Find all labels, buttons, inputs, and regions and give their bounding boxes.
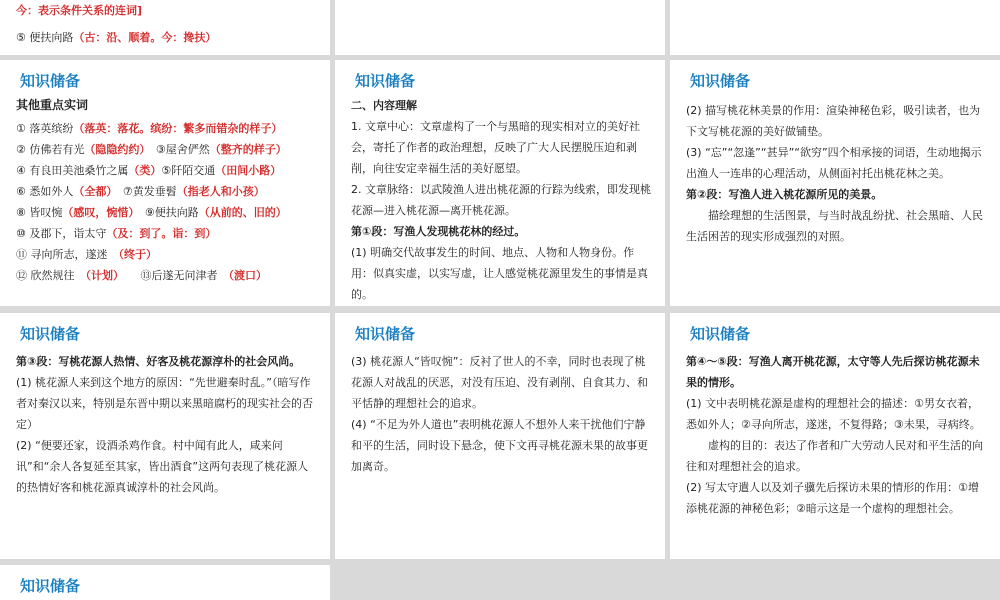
paragraph: 1. 文章中心：文章虚构了一个与黑暗的现实相对立的美好社会，寄托了作者的政治理想，反映了广大人民摆脱压迫和剥削，向往安定幸福生活的美好愿望。 [351, 120, 640, 175]
slide-8-content [351, 351, 651, 477]
slide-2 [335, 0, 665, 55]
section-heading: 二、内容理解 [351, 99, 417, 112]
slide-title: 知识储备 [20, 325, 81, 343]
paragraph: (3) “忘”“忽逢”“甚异”“欲穷”四个相承接的词语，生动地揭示出渔人一连串的心理活动，从侧面衬托出桃花林之美。 [686, 146, 982, 180]
vocab-line: ② 仿佛若有光（隐隐约约） ③屋舍俨然（整齐的样子） [16, 143, 287, 156]
paragraph-heading: 第①段：写渔人发现桃花林的经过。 [351, 225, 526, 238]
slide-title: 知识储备 [690, 72, 751, 90]
vocab-line: ⑥ 悉如外人（全都） ⑦黄发垂髫（指老人和小孩） [16, 185, 265, 198]
slide-title: 知识储备 [355, 325, 416, 343]
vocab-line: ⑧ 皆叹惋（感叹，惋惜） ⑨便扶向路（从前的、旧的） [16, 206, 287, 219]
slide-7-content [16, 351, 316, 498]
vocab-line: ⑩ 及郡下，诣太守（及：到了。诣：到） [16, 227, 217, 240]
slide-title: 知识储备 [690, 325, 751, 343]
slide-6 [670, 60, 1000, 306]
vocab-line: ⑪ 寻向所志，遂迷 （终于） [16, 248, 157, 261]
paragraph-heading: 第④～⑤段：写渔人离开桃花源，太守等人先后探访桃花源未果的情形。 [686, 355, 980, 389]
paragraph: 虚构的目的：表达了作者和广大劳动人民对和平生活的向往和对理想社会的追求。 [686, 439, 983, 473]
paragraph: (1) 明确交代故事发生的时间、地点、人物和人物身份。作用：似真实虚，以实写虚，让人感觉桃花源里发生的事情是真的。 [351, 246, 648, 301]
text-line [16, 27, 316, 48]
slide-title: 知识储备 [20, 577, 81, 595]
vocab-line: ④ 有良田美池桑竹之属（类）⑤阡陌交通（田间小路） [16, 164, 282, 177]
paragraph: 描绘理想的生活图景，与当时战乱纷扰、社会黑暗、人民生活困苦的现实形成强烈的对照。 [686, 209, 983, 243]
slide-3 [670, 0, 1000, 55]
text-line: 今：表示条件关系的连词] [16, 4, 143, 17]
text-span: ⑤ 便扶向路（古：沿、顺着。今：搀扶） [16, 31, 217, 44]
slide-title: 知识储备 [20, 72, 81, 90]
slide-4-content [16, 95, 316, 286]
paragraph: 2. 文章脉络：以武陵渔人进出桃花源的行踪为线索，即发现桃花源—进入桃花源—离开桃花源。 [351, 183, 651, 217]
paragraph: (3) 桃花源人“皆叹惋”：反衬了世人的不幸，同时也表现了桃花源人对战乱的厌恶，对没有压迫、没有剥削、自食其力、和平恬静的理想社会的追求。 [351, 355, 648, 410]
slide-6-content [686, 100, 986, 247]
slide-10 [0, 565, 330, 600]
paragraph: (2) “便要还家，设酒杀鸡作食。村中闻有此人，咸来问讯”和“余人各复延至其家，皆出酒食”这两句表现了桃花源人的热情好客和桃花源真诚淳朴的社会风尚。 [16, 439, 309, 494]
slide-4 [0, 60, 330, 306]
slide-1 [0, 0, 330, 55]
paragraph: (2) 描写桃花林美景的作用：渲染神秘色彩，吸引读者，也为下文写桃花源的美好做铺垫。 [686, 104, 981, 138]
slide-9-content [686, 351, 986, 519]
slide-title: 知识储备 [355, 72, 416, 90]
paragraph: (2) 写太守遣人以及刘子骥先后探访未果的情形的作用：①增添桃花源的神秘色彩；②暗示这是一个虚构的理想社会。 [686, 481, 979, 515]
slide-5-content [351, 95, 651, 305]
slide-8 [335, 313, 665, 559]
section-heading: 其他重点实词 [16, 98, 89, 112]
slide-9 [670, 313, 1000, 559]
paragraph-heading: 第②段：写渔人进入桃花源所见的美景。 [686, 188, 883, 201]
paragraph: (4) “不足为外人道也”表明桃花源人不想外人来干扰他们宁静和平的生活，同时设下悬念，使下文再寻桃花源未果的故事更加离奇。 [351, 418, 648, 473]
paragraph-heading: 第③段：写桃花源人热情、好客及桃花源淳朴的社会风尚。 [16, 355, 301, 368]
vocab-line: ⑫ 欣然规往 （计划） ⑬后遂无问津者 （渡口） [16, 269, 267, 282]
vocab-line: ① 落英缤纷（落英：落花。缤纷：繁多而错杂的样子） [16, 122, 283, 135]
slide-5 [335, 60, 665, 306]
paragraph: (1) 文中表明桃花源是虚构的理想社会的描述：①男女衣着，悉如外人；②寻向所志，遂迷，不复得路；③未果，寻病终。 [686, 397, 981, 431]
slide-7 [0, 313, 330, 559]
slide-1-content [16, 0, 316, 48]
paragraph: (1) 桃花源人来到这个地方的原因：“先世避秦时乱。”（暗写作者对秦汉以来，特别是东晋中期以来黑暗腐朽的现实社会的否定） [16, 376, 313, 431]
